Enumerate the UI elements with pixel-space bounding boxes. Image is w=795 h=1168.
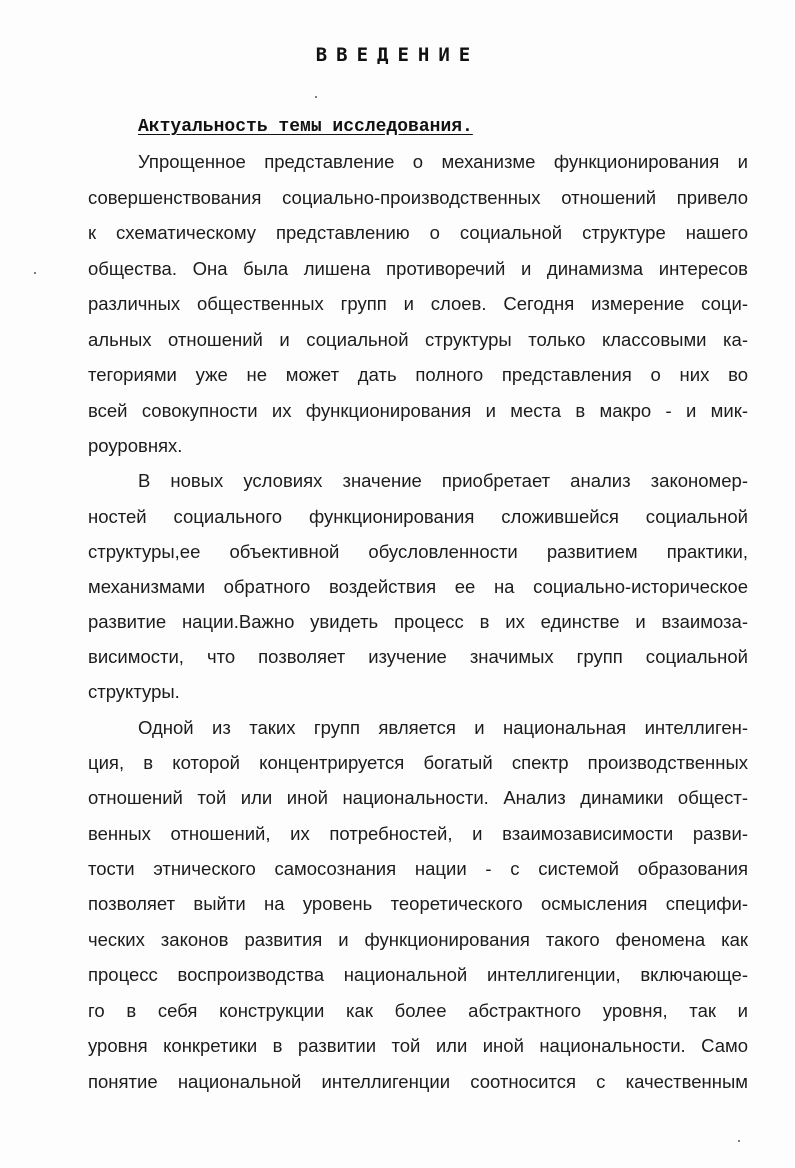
text-line: развитие нации.Важно увидеть процесс в их единстве и взаимоза-: [88, 611, 748, 632]
text-line: тости этнического самосознания нации - с системой образования: [88, 858, 748, 879]
text-line: альных отношений и социальной структуры только классовыми ка-: [88, 329, 748, 350]
text-line: тегориями уже не может дать полного представления о них во: [88, 364, 748, 385]
text-line: структуры,ее объективной обусловленности развитием практики,: [88, 541, 748, 562]
text-line: всей совокупности их функционирования и места в макро - и мик-: [88, 400, 748, 421]
text-line: процесс воспроизводства национальной интеллигенции, включающе-: [88, 964, 748, 985]
scan-speck: [738, 1140, 740, 1142]
text-line: структуры.: [88, 681, 180, 702]
text-line: ностей социального функционирования сложившейся социальной: [88, 506, 748, 527]
section-heading: Актуальность темы исследования.: [138, 117, 473, 137]
text-line: понятие национальной интеллигенции соотносится с качественным: [88, 1071, 748, 1092]
scan-speck: [34, 272, 36, 274]
text-line: механизмами обратного воздействия ее на социально-историческое: [88, 576, 748, 597]
text-line: ция, в которой концентрируется богатый спектр производственных: [88, 752, 748, 773]
text-line: уровня конкретики в развитии той или иной национальности. Само: [88, 1035, 748, 1056]
text-line: го в себя конструкции как более абстрактного уровня, так и: [88, 1000, 748, 1021]
scan-speck: [315, 96, 317, 98]
text-line: ческих законов развития и функционирования такого феномена как: [88, 929, 748, 950]
text-line: различных общественных групп и слоев. Сегодня измерение соци-: [88, 293, 748, 314]
text-line: венных отношений, их потребностей, и взаимозависимости разви-: [88, 823, 748, 844]
text-line: Упрощенное представление о механизме функционирования и: [138, 151, 748, 172]
text-line: отношений той или иной национальности. Анализ динамики общест-: [88, 787, 748, 808]
text-line: В новых условиях значение приобретает анализ закономер-: [138, 470, 748, 491]
text-line: Одной из таких групп является и национальная интеллиген-: [138, 717, 748, 738]
text-line: позволяет выйти на уровень теоретического осмысления специфи-: [88, 893, 748, 914]
text-line: к схематическому представлению о социальной структуре нашего: [88, 222, 748, 243]
text-line: совершенствования социально-производственных отношений привело: [88, 187, 748, 208]
text-line: висимости, что позволяет изучение значимых групп социальной: [88, 646, 748, 667]
text-line: общества. Она была лишена противоречий и динамизма интересов: [88, 258, 748, 279]
page-title: ВВЕДЕНИЕ: [315, 44, 480, 66]
text-line: роуровнях.: [88, 435, 183, 456]
